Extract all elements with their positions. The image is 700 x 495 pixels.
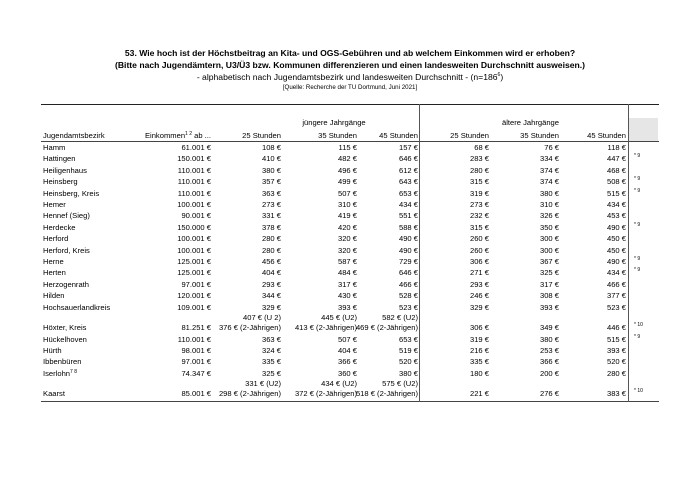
cell-o25: 280 €: [469, 165, 489, 175]
cell-bezirk: Herford, Kreis: [43, 245, 90, 255]
cell-y25: 329 €: [261, 302, 281, 312]
cell-y25: 298 € (2-Jährigen): [218, 389, 281, 399]
table-bottom-rule: [41, 401, 659, 402]
cell-o45: 523 €: [606, 302, 626, 312]
footnote-marker: * 10: [634, 322, 643, 329]
cell-o45: 520 €: [606, 357, 626, 367]
cell-u2-y35: 434 € (U2): [321, 379, 357, 389]
cell-o45: 450 €: [606, 245, 626, 255]
cell-o45: 508 €: [606, 177, 626, 187]
cell-bezirk: Iserlohn$^{7 8}$: [43, 368, 77, 378]
cell-y45: 612 €: [398, 165, 418, 175]
cell-y25: 456 €: [261, 257, 281, 266]
cell-bezirk: Hennef (Sieg): [43, 211, 90, 221]
cell-o35: 374 €: [539, 177, 559, 187]
cell-o35: 200 €: [539, 368, 559, 378]
cell-y45: 469 € (2-Jährigen): [355, 323, 418, 333]
cell-y35: 413 € (2-Jährigen): [294, 323, 357, 333]
cell-y35: 115 €: [338, 143, 357, 152]
cell-o45: 450 €: [606, 234, 626, 244]
cell-y25: 325 €: [261, 368, 281, 378]
cell-y25: 404 €: [261, 268, 281, 278]
footnote-marker: * 10: [634, 388, 643, 395]
cell-o25: 180 €: [469, 368, 489, 378]
cell-y25: 357 €: [261, 177, 281, 187]
cell-y45: 380 €: [398, 368, 418, 378]
cell-u2-y25: 331 € (U2): [245, 379, 281, 389]
cell-o45: 453 €: [606, 211, 626, 221]
cell-y45: 551 €: [398, 211, 418, 221]
cell-y35: 420 €: [337, 222, 357, 232]
cell-y25: 378 €: [261, 222, 281, 232]
cell-y35: 310 €: [337, 200, 357, 209]
cell-o35: 350 €: [539, 222, 559, 232]
cell-bezirk: Hilden: [43, 291, 65, 301]
cell-einkommen: 125.001 €: [177, 268, 211, 278]
cell-o35: 380 €: [539, 334, 559, 344]
cell-y25: 324 €: [261, 346, 281, 355]
cell-y45: 520 €: [398, 357, 418, 367]
cell-o45: 515 €: [606, 334, 626, 344]
cell-y35: 587 €: [337, 257, 357, 266]
cell-bezirk: Herzogenrath: [43, 279, 90, 289]
cell-y45: 588 €: [398, 222, 418, 232]
cell-o35: 366 €: [539, 357, 559, 367]
cell-y25: 344 €: [261, 291, 281, 301]
cell-o35: 310 €: [539, 200, 559, 209]
cell-y25: 363 €: [261, 334, 281, 344]
cell-o35: 380 €: [539, 188, 559, 198]
cell-o45: 393 €: [606, 346, 626, 355]
cell-o25: 315 €: [469, 222, 489, 232]
cell-o25: 273 €: [469, 200, 489, 209]
cell-o35: 326 €: [539, 211, 559, 221]
cell-einkommen: 98.001 €: [181, 346, 211, 355]
cell-einkommen: 61.001 €: [181, 143, 211, 152]
cell-y25: 273 €: [261, 200, 281, 209]
cell-y45: 653 €: [398, 188, 418, 198]
cell-o35: 253 €: [539, 346, 559, 355]
cell-y45: 653 €: [398, 334, 418, 344]
cell-y35: 393 €: [337, 302, 357, 312]
cell-o35: 325 €: [539, 268, 559, 278]
cell-o45: 118 €: [607, 143, 626, 152]
header-shade: [629, 118, 658, 141]
cell-einkommen: 100.001 €: [177, 234, 211, 244]
cell-o25: 232 €: [469, 211, 489, 221]
cell-o35: 276 €: [539, 389, 559, 399]
cell-o25: 68 €: [474, 143, 489, 152]
header-45-old: 45 Stunden: [587, 131, 626, 140]
cell-o45: 466 €: [606, 279, 626, 289]
cell-einkommen: 150.000 €: [177, 222, 211, 232]
cell-o35: 374 €: [539, 165, 559, 175]
source-note: [Quelle: Recherche der TU Dortmund, Juni 2021]: [282, 84, 418, 91]
cell-o45: 446 €: [606, 323, 626, 333]
footnote-marker: * 9: [634, 256, 641, 262]
cell-einkommen: 97.001 €: [181, 357, 211, 367]
footnote-marker: * 9: [634, 221, 641, 228]
cell-bezirk: Hattingen: [43, 154, 76, 164]
cell-y35: 507 €: [337, 334, 357, 344]
footnote-marker: * 9: [634, 333, 641, 340]
cell-o25: 221 €: [469, 389, 489, 399]
cell-einkommen: 85.001 €: [181, 389, 211, 399]
cell-y35: 404 €: [337, 346, 357, 355]
cell-y45: 466 €: [398, 279, 418, 289]
cell-o45: 490 €: [606, 257, 626, 266]
cell-y25: 293 €: [261, 279, 281, 289]
cell-y35: 507 €: [337, 188, 357, 198]
cell-y25: 410 €: [261, 154, 281, 164]
cell-einkommen: 100.001 €: [177, 245, 211, 255]
cell-y35: 484 €: [337, 268, 357, 278]
cell-o35: 367 €: [539, 257, 559, 266]
cell-o45: 490 €: [606, 222, 626, 232]
cell-o35: 334 €: [539, 154, 559, 164]
cell-y35: 496 €: [337, 165, 357, 175]
cell-bezirk: Höxter, Kreis: [43, 323, 87, 333]
cell-bezirk: Herford: [43, 234, 69, 244]
cell-einkommen: 81.251 €: [181, 323, 211, 333]
cell-einkommen: 90.001 €: [181, 211, 211, 221]
cell-u2-y45: 582 € (U2): [382, 313, 418, 322]
cell-o45: 383 €: [606, 389, 626, 399]
cell-y45: 528 €: [398, 291, 418, 301]
cell-y35: 419 €: [337, 211, 357, 221]
cell-einkommen: 74.347 €: [181, 368, 211, 378]
cell-bezirk: Kaarst: [43, 389, 65, 399]
header-einkommen: Einkommen$^{1 2}$ ab ...: [144, 131, 211, 140]
cell-o35: 76 €: [544, 143, 559, 152]
cell-y35: 372 € (2-Jährigen): [294, 389, 357, 399]
cell-einkommen: 110.001 €: [177, 334, 211, 344]
cell-o25: 260 €: [469, 234, 489, 244]
cell-y45: 729 €: [398, 257, 418, 266]
cell-o25: 271 €: [469, 268, 489, 278]
title-line-1: 53. Wie hoch ist der Höchstbeitrag an Kita- und OGS-Gebühren und ab welchem Einkommen wird er erhoben?: [124, 48, 576, 58]
cell-u2-y35: 445 € (U2): [321, 313, 357, 322]
cell-y25: 280 €: [261, 245, 281, 255]
cell-y35: 320 €: [337, 245, 357, 255]
footnote-marker: * 9: [634, 176, 641, 183]
cell-y45: 518 € (2-Jährigen): [355, 389, 418, 399]
cell-y25: 376 € (2-Jährigen): [218, 323, 281, 333]
cell-bezirk: Heinsberg: [43, 177, 78, 187]
cell-einkommen: 150.001 €: [177, 154, 211, 164]
cell-u2-y25: 407 € (U 2): [243, 313, 281, 322]
header-25-old: 25 Stunden: [450, 131, 489, 140]
table-top-rule: [41, 104, 659, 105]
cell-o25: 306 €: [469, 323, 489, 333]
title-line-2: (Bitte nach Jugendämtern, U3/Ü3 bzw. Kommunen differenzieren und einen landesweiten Durchschnitt ausweisen.): [114, 60, 586, 70]
cell-o25: 246 €: [469, 291, 489, 301]
cell-y45: 646 €: [398, 154, 418, 164]
cell-o45: 434 €: [606, 268, 626, 278]
cell-y35: 317 €: [337, 279, 357, 289]
header-35-old: 35 Stunden: [520, 131, 559, 140]
cell-o35: 349 €: [539, 323, 559, 333]
cell-y45: 434 €: [398, 200, 418, 209]
footnote-marker: * 9: [634, 187, 641, 194]
cell-bezirk: Hemer: [43, 200, 66, 209]
header-25-young: 25 Stunden: [242, 131, 281, 140]
cell-y45: 519 €: [398, 346, 418, 355]
cell-y35: 482 €: [337, 154, 357, 164]
cell-y25: 108 €: [261, 143, 281, 152]
cell-y25: 380 €: [261, 165, 281, 175]
header-35-young: 35 Stunden: [318, 131, 357, 140]
cell-bezirk: Ibbenbüren: [43, 357, 82, 367]
cell-bezirk: Hamm: [43, 143, 66, 152]
footnote-marker: * 9: [634, 267, 641, 274]
cell-o25: 216 €: [469, 346, 489, 355]
cell-o45: 377 €: [606, 291, 626, 301]
cell-o35: 300 €: [539, 234, 559, 244]
cell-bezirk: Hückelhoven: [43, 334, 87, 344]
cell-o25: 306 €: [469, 257, 489, 266]
cell-y35: 366 €: [337, 357, 357, 367]
header-bezirk: Jugendamtsbezirk: [43, 131, 105, 140]
cell-y25: 363 €: [261, 188, 281, 198]
cell-einkommen: 125.001 €: [177, 257, 211, 266]
cell-o45: 447 €: [606, 154, 626, 164]
cell-bezirk: Heinsberg, Kreis: [43, 188, 100, 198]
cell-o25: 315 €: [469, 177, 489, 187]
cell-bezirk: Heiligenhaus: [43, 165, 87, 175]
note-divider: [628, 104, 629, 402]
cell-y45: 523 €: [398, 302, 418, 312]
cell-o25: 319 €: [469, 188, 489, 198]
cell-o45: 515 €: [606, 188, 626, 198]
cell-y45: 643 €: [398, 177, 418, 187]
cell-o25: 329 €: [469, 302, 489, 312]
cell-o25: 283 €: [469, 154, 489, 164]
cell-y45: 490 €: [398, 245, 418, 255]
cell-o45: 280 €: [606, 368, 626, 378]
cell-bezirk: Herdecke: [43, 222, 76, 232]
cell-o25: 335 €: [469, 357, 489, 367]
cell-o35: 317 €: [539, 279, 559, 289]
subtitle: - alphabetisch nach Jugendamtsbezirk und landesweiten Durchschnitt - $(n=186^6)$: [196, 72, 504, 82]
cell-y25: 331 €: [261, 211, 281, 221]
cell-y25: 280 €: [261, 234, 281, 244]
cell-o45: 434 €: [606, 200, 626, 209]
cell-o25: 319 €: [469, 334, 489, 344]
data-table: [41, 104, 659, 402]
cell-bezirk: Herten: [43, 268, 66, 278]
header-old: ältere Jahrgänge: [502, 118, 559, 127]
cell-y35: 499 €: [337, 177, 357, 187]
cell-bezirk: Hürth: [43, 346, 62, 355]
cell-bezirk: Herne: [43, 257, 64, 266]
cell-o25: 293 €: [469, 279, 489, 289]
cell-u2-y45: 575 € (U2): [382, 379, 418, 389]
cell-y45: 646 €: [398, 268, 418, 278]
cell-o35: 300 €: [539, 245, 559, 255]
cell-y25: 335 €: [261, 357, 281, 367]
cell-y45: 490 €: [398, 234, 418, 244]
header-young: jüngere Jahrgänge: [302, 118, 366, 127]
footnote-marker: * 9: [634, 153, 641, 160]
cell-einkommen: 120.001 €: [177, 291, 211, 301]
cell-y35: 430 €: [337, 291, 357, 301]
group-divider: [419, 104, 420, 402]
cell-einkommen: 100.001 €: [177, 200, 211, 209]
cell-einkommen: 110.001 €: [177, 165, 211, 175]
cell-o45: 468 €: [606, 165, 626, 175]
cell-o25: 260 €: [469, 245, 489, 255]
cell-einkommen: 110.001 €: [177, 188, 211, 198]
cell-bezirk: Hochsauerlandkreis: [43, 302, 111, 312]
cell-o35: 393 €: [539, 302, 559, 312]
cell-y35: 320 €: [337, 234, 357, 244]
cell-o35: 308 €: [539, 291, 559, 301]
cell-y45: 157 €: [398, 143, 418, 152]
cell-einkommen: 110.001 €: [177, 177, 211, 187]
cell-y35: 360 €: [337, 368, 357, 378]
header-45-young: 45 Stunden: [379, 131, 418, 140]
cell-einkommen: 109.001 €: [177, 302, 211, 312]
cell-einkommen: 97.001 €: [181, 279, 211, 289]
